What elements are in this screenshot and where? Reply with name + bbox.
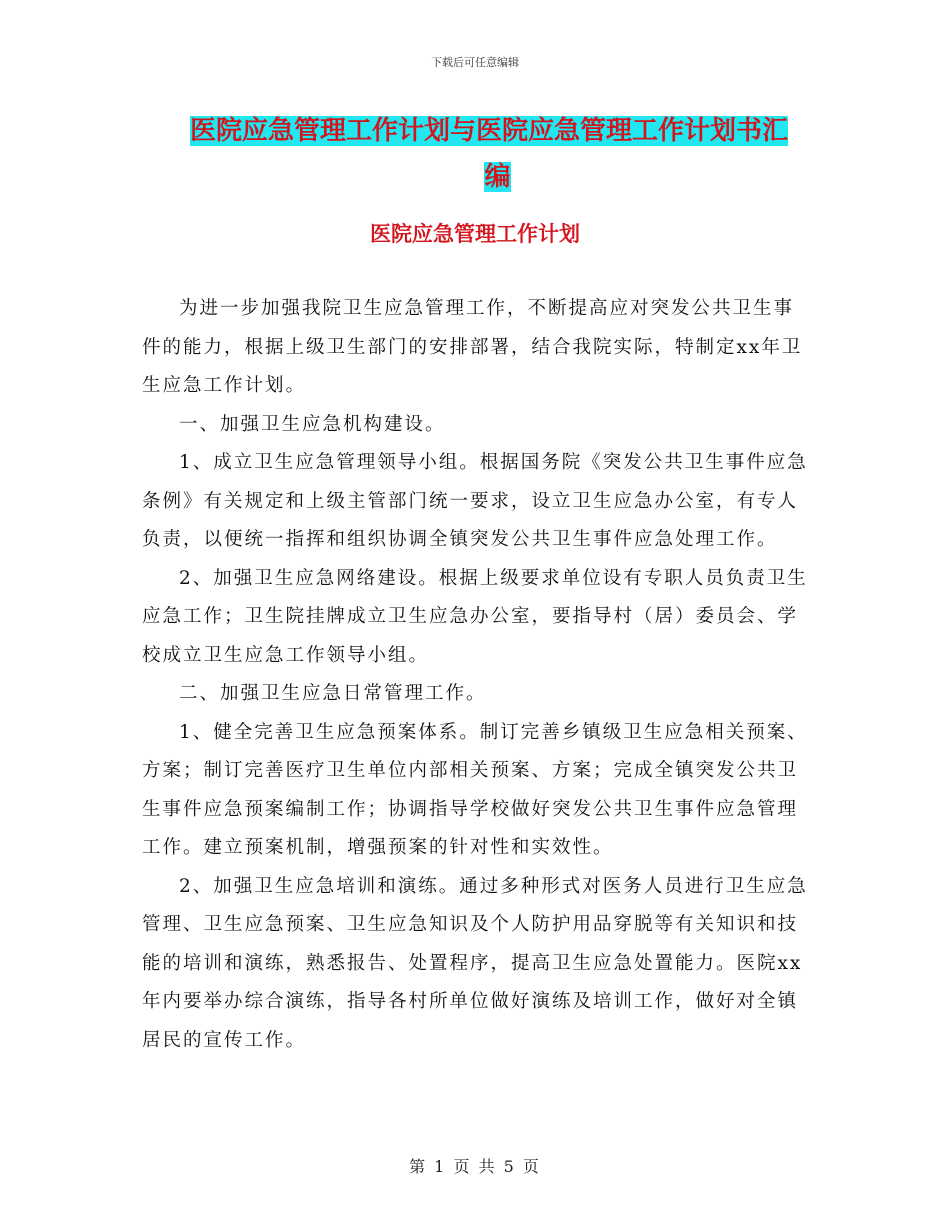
- document-title-line1: 医院应急管理工作计划与医院应急管理工作计划书汇: [190, 116, 789, 146]
- document-title-line2: 编: [484, 162, 511, 192]
- paragraph: 为进一步加强我院卫生应急管理工作，不断提高应对突发公共卫生事件的能力，根据上级卫生部门的安排部署，结合我院实际，特制定xx年卫生应急工作计划。: [142, 298, 803, 396]
- paragraph: 1、成立卫生应急管理领导小组。根据国务院《突发公共卫生事件应急条例》有关规定和上级主管部门统一要求，设立卫生应急办公室，有专人负责，以便统一指挥和组织协调全镇突发公共卫生事件应急处理工作。: [142, 452, 808, 550]
- paragraph: 2、加强卫生应急网络建设。根据上级要求单位设有专职人员负责卫生应急工作；卫生院挂牌成立卫生应急办公室，要指导村（居）委员会、学校成立卫生应急工作领导小组。: [142, 567, 808, 666]
- paragraph: 一、加强卫生应急机构建设。: [179, 413, 446, 435]
- paragraph: 2、加强卫生应急培训和演练。通过多种形式对医务人员进行卫生应急管理、卫生应急预案、卫生应急知识及个人防护用品穿脱等有关知识和技能的培训和演练，熟悉报告、处置程序，提高卫生应急处置能力。医院xx年内要举办综合演练，指导各村所单位做好演练及培训工作，做好对全镇居民的宣传工作。: [142, 875, 808, 1051]
- page-number: 第 1 页 共 5 页: [409, 1157, 541, 1176]
- document-body: [142, 290, 812, 1060]
- document-title: [190, 108, 805, 200]
- page-header-note: 下载后可任意编辑: [431, 56, 519, 69]
- paragraph: 1、健全完善卫生应急预案体系。制订完善乡镇级卫生应急相关预案、方案；制订完善医疗卫生单位内部相关预案、方案；完成全镇突发公共卫生事件应急预案编制工作；协调指导学校做好突发公共卫生事件应急管理工作。建立预案机制，增强预案的针对性和实效性。: [142, 721, 808, 858]
- paragraph: 二、加强卫生应急日常管理工作。: [179, 683, 487, 704]
- section-title: 医院应急管理工作计划: [370, 222, 580, 246]
